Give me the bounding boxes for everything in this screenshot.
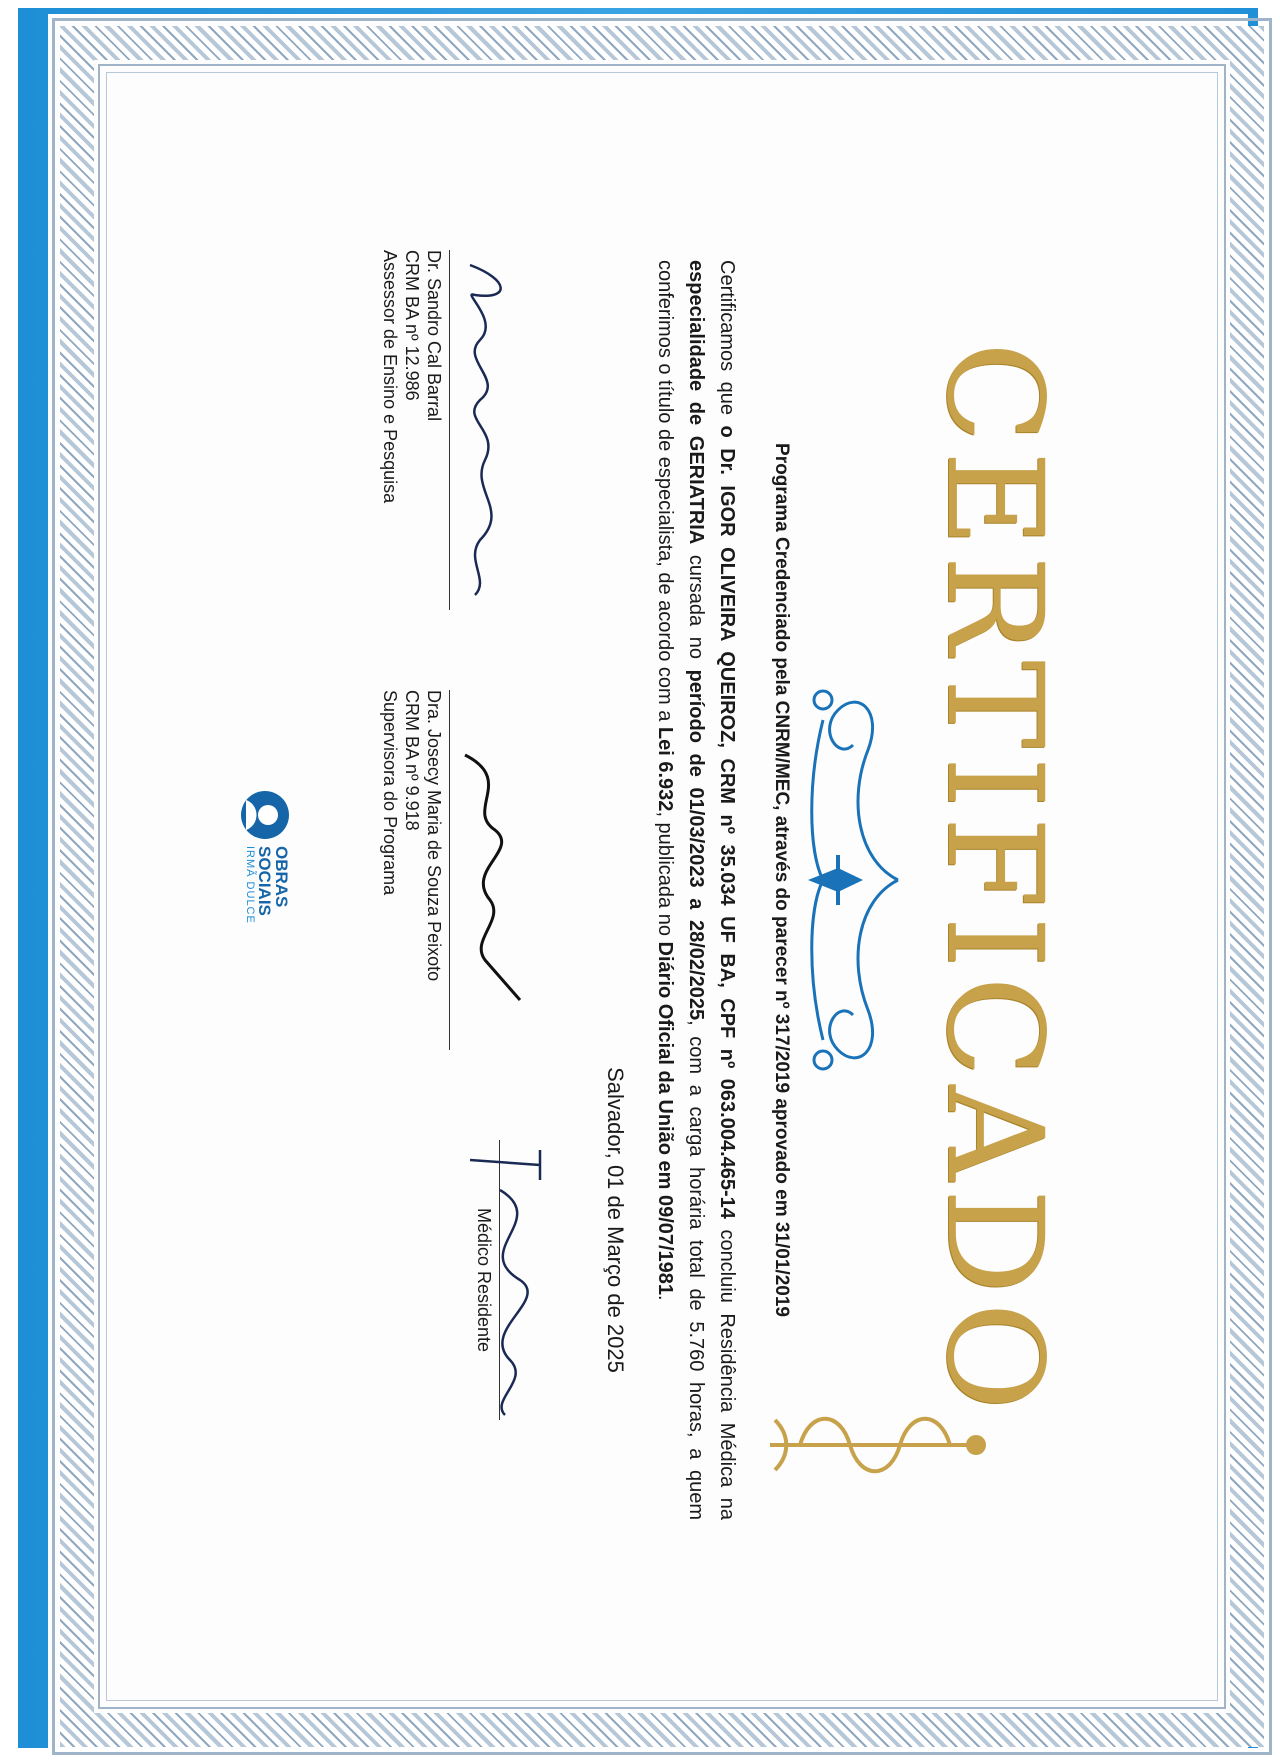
ornament-flourish-icon: [798, 660, 918, 1100]
certificate-content: [140, 100, 1140, 1660]
obras-sociais-logo: [190, 790, 300, 950]
body-part: , com a carga horária total de 5.760 horas, a quem conferimos o título de especialista, de acordo com a: [654, 260, 707, 1520]
accreditation-subtitle: Programa Credenciado pela CNRM/MEC, através do parecer nº 317/2019 aprovado em 31/01/2019: [771, 443, 792, 1317]
logo-line-irma-dulce: IRMÃ DULCE: [244, 846, 256, 924]
signer-role: Médico Residente: [474, 1207, 494, 1353]
signer-role: Assessor de Ensino e Pesquisa: [380, 250, 400, 504]
signer-crm: CRM BA nº 12.986: [402, 250, 422, 401]
body-part-bold: especialidade de GERIATRIA: [685, 260, 707, 545]
irma-dulce-emblem-icon: [240, 790, 290, 840]
certificate-title: CERTIFICADO: [917, 341, 1071, 1419]
logo-line-sociais: SOCIAIS: [255, 846, 274, 916]
signature-block-middle: [379, 690, 450, 1050]
body-part-bold: Diário Oficial da União em 09/07/1981: [654, 941, 676, 1296]
body-part-bold: o Dr. IGOR OLIVEIRA QUEIROZ, CRM nº 35.034 UF BA, CPF nº 063.004.465-14: [716, 425, 738, 1219]
body-part: .: [654, 1295, 676, 1301]
handwritten-signature-right: [460, 1140, 560, 1420]
handwritten-signature-middle: [450, 750, 525, 1010]
body-part: concluiu Residência Médica na: [716, 1218, 738, 1520]
caduceus-icon: [760, 1390, 990, 1500]
body-part-bold: Lei 6.932: [654, 726, 676, 812]
handwritten-signature-left: [450, 260, 520, 600]
signer-name: Dra. Josecy Maria de Souza Peixoto: [424, 690, 444, 982]
body-part-bold: período de 01/03/2023 a 28/02/2025: [685, 669, 707, 1021]
logo-line-obras: OBRAS: [272, 846, 291, 908]
signature-block-left: [379, 250, 450, 610]
signer-name: Dr. Sandro Cal Barral: [424, 250, 444, 422]
signer-role: Supervisora do Programa: [380, 690, 400, 896]
body-part: , publicada no: [654, 811, 676, 942]
signature-block-right: [473, 1140, 500, 1420]
certificate-body-text: [649, 260, 742, 1520]
signer-crm: CRM BA nº 9.918: [402, 690, 422, 831]
body-part: cursada no: [685, 544, 707, 670]
place-and-date: Salvador, 01 de Março de 2025: [603, 1067, 628, 1373]
body-part: Certificamos que: [716, 260, 738, 426]
